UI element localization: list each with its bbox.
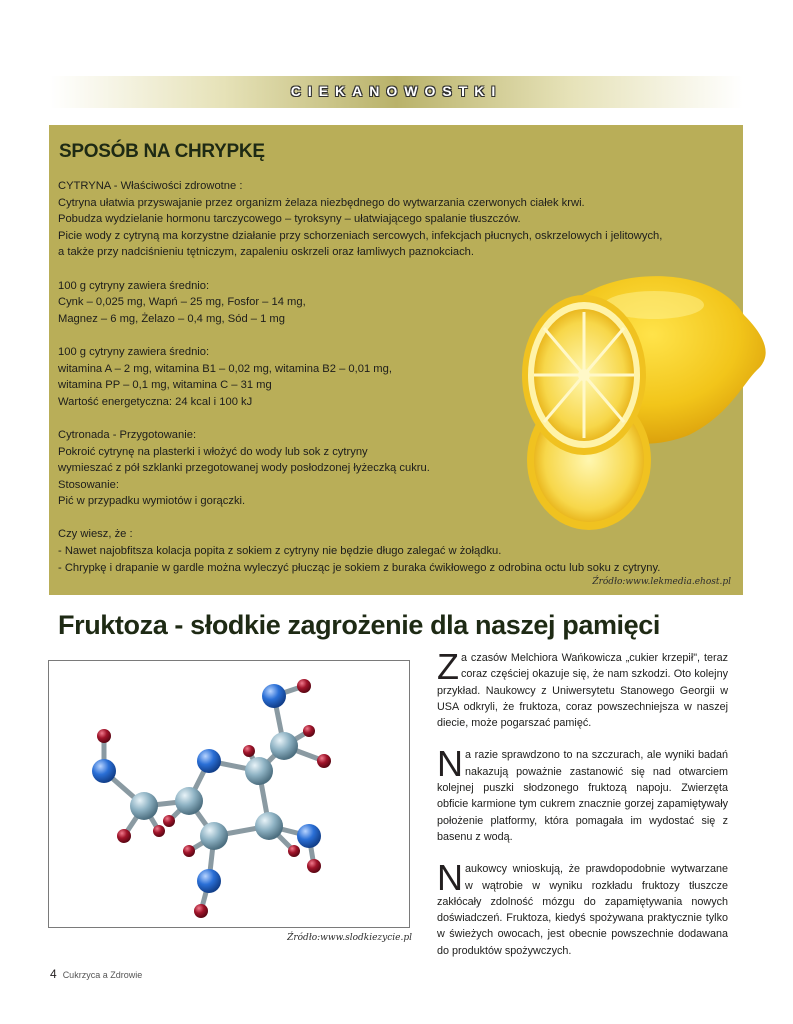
box-line: witamina PP – 0,1 mg, witamina C – 31 mg bbox=[58, 379, 272, 392]
box-line: Cytronada - Przygotowanie: bbox=[58, 428, 197, 441]
box-heading: SPOSÓB NA CHRYPKĘ bbox=[59, 141, 265, 162]
box-line: 100 g cytryny zawiera średnio: bbox=[58, 345, 210, 358]
article-paragraph bbox=[437, 743, 728, 845]
box-line-bullet: - Chrypkę i drapanie w gardle można wyleczyć płucząc je sokiem z buraka ćwikłowego z odrobina octu lub soku z cytryny. bbox=[58, 561, 661, 574]
drop-cap: N bbox=[437, 743, 463, 785]
drop-cap: N bbox=[437, 857, 463, 899]
box-line: CYTRYNA - Właściwości zdrowotne : bbox=[58, 180, 243, 192]
box-line: Cytryna ułatwia przyswajanie przez organizm żelaza niezbędnego do wytwarzania czerwonych ciałek krwi. bbox=[58, 196, 585, 209]
box-source: Źródło:www.lekmedia.ehost.pl bbox=[592, 577, 731, 587]
image-source: Źródło:www.slodkiezycie.pl bbox=[287, 933, 412, 943]
box-line: Picie wody z cytryną ma korzystne działanie przy schorzeniach sercowych, infekcjach płucnych, oskrzelowych i jelitowych, bbox=[58, 229, 663, 242]
box-line: Cynk – 0,025 mg, Wapń – 25 mg, Fosfor – 14 mg, bbox=[58, 296, 306, 309]
info-box bbox=[49, 125, 743, 595]
lemon-illustration bbox=[474, 260, 774, 545]
paragraph-text: a czasów Melchiora Wańkowicza „cukier krzepił", teraz coraz częściej okazuje się, że nam szkodzi. Oto kolejny przykład. Naukowcy z Uniwersytetu Stanowego Georgii w USA odkryli, że fruktoza, coraz powszechniejsza w naszej diecie, może pogarszać pamięć. bbox=[437, 652, 728, 730]
box-line: witamina A – 2 mg, witamina B1 – 0,02 mg, witamina B2 – 0,01 mg, bbox=[58, 362, 392, 375]
box-line: Pić w przypadku wymiotów i gorączki. bbox=[58, 495, 246, 508]
molecule-image-frame bbox=[48, 660, 410, 928]
box-line: Stosowanie: bbox=[58, 478, 119, 491]
box-line: Magnez – 6 mg, Żelazo – 0,4 mg, Sód – 1 mg bbox=[58, 312, 285, 325]
article-paragraph bbox=[437, 857, 728, 959]
drop-cap: Z bbox=[437, 646, 459, 687]
box-line-bullet: - Nawet najobfitsza kolacja popita z sokiem z cytryny nie będzie długo zalegać w żołądku. bbox=[58, 545, 502, 558]
magazine-name: Cukrzyca a Zdrowie bbox=[62, 970, 143, 980]
section-header-band bbox=[50, 76, 743, 108]
page-footer bbox=[50, 967, 142, 981]
fructose-molecule-illustration bbox=[49, 661, 409, 927]
article-title: Fruktoza - słodkie zagrożenie dla naszej pamięci bbox=[58, 610, 660, 640]
paragraph-text: a razie sprawdzono to na szczurach, ale wyniki badań nakazują poważnie zastanowić się nad otwarciem kolejnej puszki słodzonego fruktozą napoju. Zwierzęta obficie karmione tym cukrem znacznie gorzej zapamiętywały położenie platformy, która pomagała im wydostać się z basenu z wodą. bbox=[437, 749, 728, 843]
section-title: CIEKANOWOSTKI bbox=[290, 83, 503, 99]
paragraph-text: aukowcy wnioskują, że prawdopodobnie wytwarzane w wątrobie w wyniku rozkładu fruktozy tłuszcze zakłócały zdolność mózgu do zapamiętywania nowych doświadczeń. Fruktoza, kiedyś spożywana praktycznie tylko w świeżych owocach, jest obecnie powszechnie dodawana do produktów spożywczych. bbox=[437, 863, 728, 957]
page-number: 4 bbox=[50, 967, 57, 981]
box-line: Wartość energetyczna: 24 kcal i 100 kJ bbox=[58, 395, 253, 408]
box-line: a także przy nadciśnieniu tętniczym, zapaleniu oskrzeli oraz łamliwych paznokciach. bbox=[58, 246, 474, 259]
box-line: Czy wiesz, że : bbox=[58, 528, 133, 541]
box-line: Pobudza wydzielanie hormonu tarczycowego – tyroksyny – ułatwiającego spalanie tłuszczów. bbox=[58, 213, 521, 226]
article-paragraph bbox=[437, 646, 728, 731]
box-line: Pokroić cytrynę na plasterki i włożyć do wody lub sok z cytryny bbox=[58, 445, 368, 458]
article-body bbox=[437, 646, 728, 975]
box-line: 100 g cytryny zawiera średnio: bbox=[58, 279, 210, 292]
box-line: wymieszać z pół szklanki przegotowanej wody posłodzonej łyżeczką cukru. bbox=[58, 462, 430, 475]
